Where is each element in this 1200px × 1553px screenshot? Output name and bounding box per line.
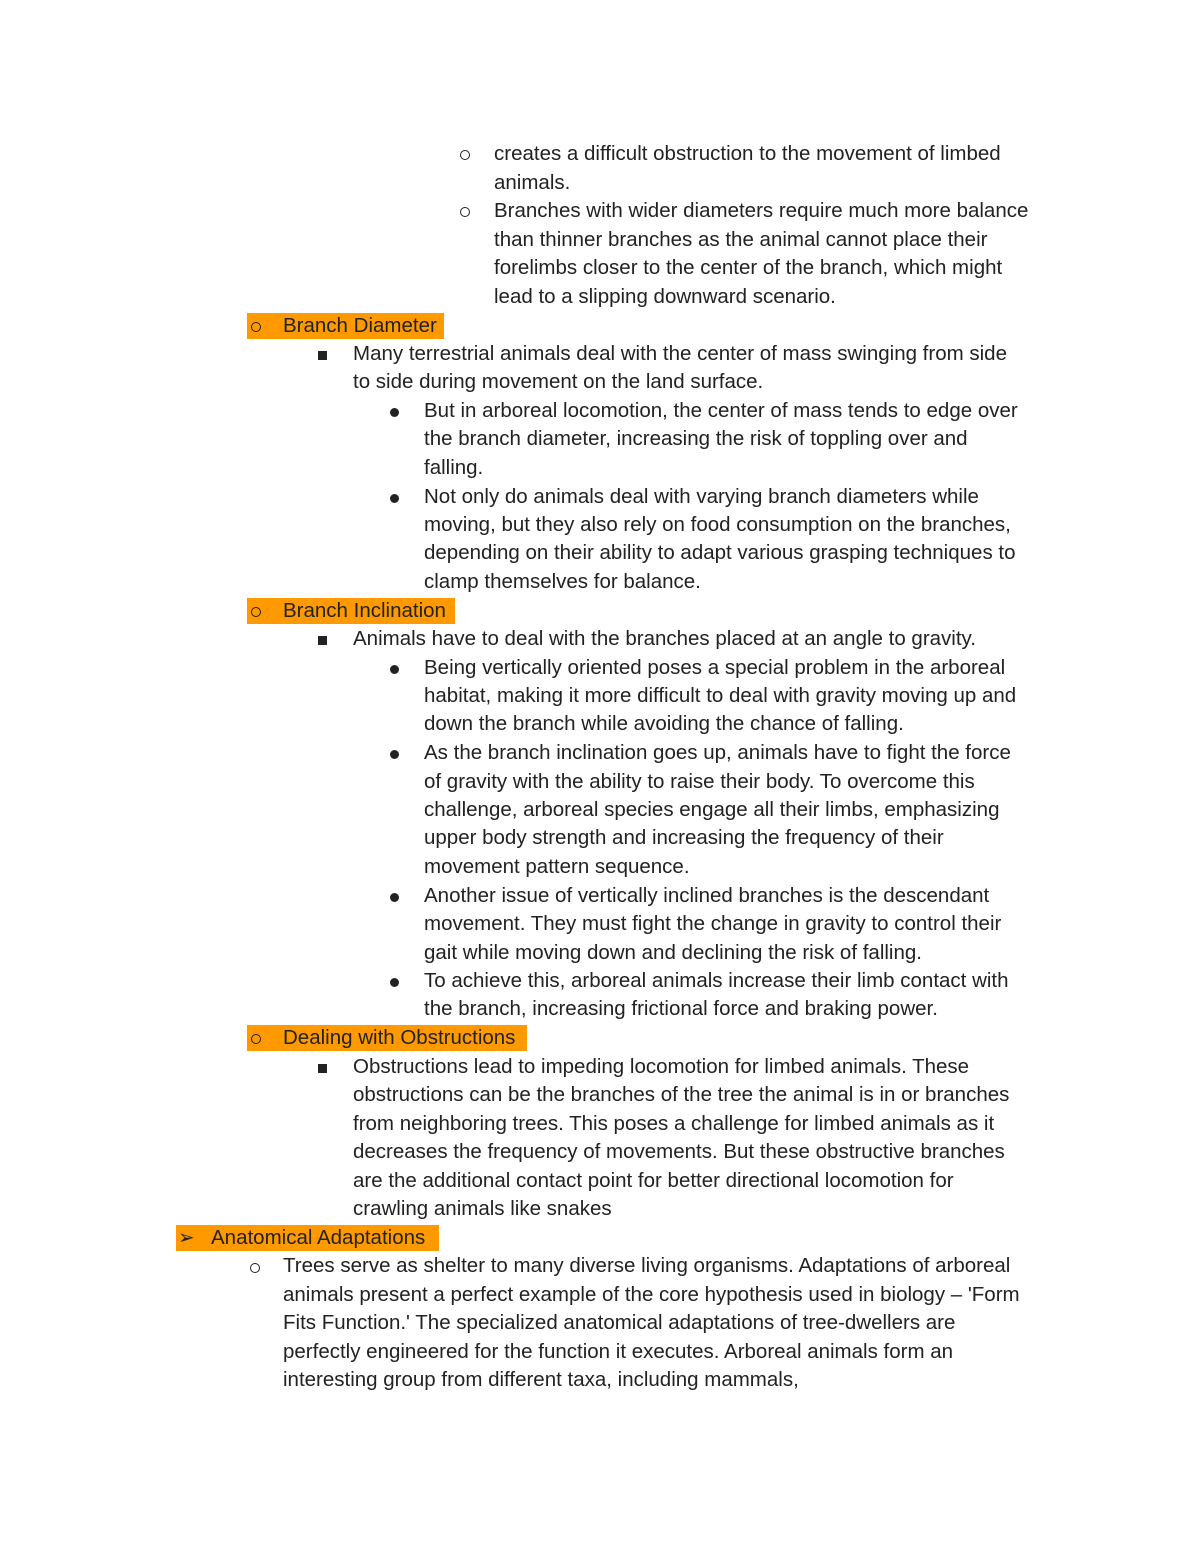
list-item-text: forelimbs closer to the center of the branch, which might (494, 256, 1003, 279)
list-item-text: decreases the frequency of movements. But these obstructive branches (353, 1140, 1005, 1163)
list-item-text: challenge, arboreal species engage all their limbs, emphasizing (424, 798, 1000, 821)
list-item-text: habitat, making it more difficult to deal with gravity moving up and (424, 684, 1017, 707)
list-item-text: But in arboreal locomotion, the center of mass tends to edge over (424, 399, 1018, 422)
list-item-text: Fits Function.' The specialized anatomical adaptations of tree-dwellers are (283, 1311, 956, 1334)
list-item-text: creates a difficult obstruction to the movement of limbed (494, 142, 1001, 165)
dot-bullet-icon (390, 750, 399, 759)
list-item-text: Another issue of vertically inclined branches is the descendant (424, 884, 990, 907)
section-heading-branch-diameter: Branch Diameter (283, 314, 437, 337)
dot-bullet-icon (390, 893, 399, 902)
list-item-text: moving, but they also rely on food consumption on the branches, (424, 513, 1011, 536)
list-item-text: As the branch inclination goes up, animals have to fight the force (424, 741, 1011, 764)
section-heading-branch-inclination: Branch Inclination (283, 599, 446, 622)
list-item-text: interesting group from different taxa, including mammals, (283, 1368, 799, 1391)
dot-bullet-icon (390, 665, 399, 674)
list-item-text: Obstructions lead to impeding locomotion for limbed animals. These (353, 1055, 970, 1078)
arrowhead-bullet-icon: ➢ (178, 1227, 195, 1249)
list-item-text: from neighboring trees. This poses a challenge for limbed animals as it (353, 1112, 995, 1135)
list-item-text: Many terrestrial animals deal with the center of mass swinging from side (353, 342, 1007, 365)
list-item-text: than thinner branches as the animal cannot place their (494, 228, 988, 251)
dot-bullet-icon (390, 408, 399, 417)
list-item-text: the branch diameter, increasing the risk of toppling over and (424, 427, 968, 450)
list-item-text: to side during movement on the land surface. (353, 370, 764, 393)
circle-bullet-icon (460, 150, 470, 160)
list-item-text: movement. They must fight the change in gravity to control their (424, 912, 1002, 935)
circle-bullet-icon (251, 1034, 261, 1044)
list-item-text: lead to a slipping downward scenario. (494, 285, 836, 308)
list-item-text: crawling animals like snakes (353, 1197, 612, 1220)
list-item-text: the branch, increasing frictional force and braking power. (424, 997, 938, 1020)
square-bullet-icon (318, 351, 327, 360)
list-item-text: clamp themselves for balance. (424, 570, 701, 593)
list-item-text: animals. (494, 171, 571, 194)
section-heading-dealing-with-obstructions: Dealing with Obstructions (283, 1026, 516, 1049)
list-item-text: Trees serve as shelter to many diverse living organisms. Adaptations of arboreal (283, 1254, 1011, 1277)
dot-bullet-icon (390, 978, 399, 987)
list-item-text: gait while moving down and declining the risk of falling. (424, 941, 922, 964)
list-item-text: Not only do animals deal with varying branch diameters while (424, 485, 979, 508)
circle-bullet-icon (251, 607, 261, 617)
list-item-text: are the additional contact point for better directional locomotion for (353, 1169, 954, 1192)
list-item-text: depending on their ability to adapt various grasping techniques to (424, 541, 1016, 564)
list-item-text: of gravity with the ability to raise their body. To overcome this (424, 770, 975, 793)
list-item-text: Branches with wider diameters require much more balance (494, 199, 1029, 222)
square-bullet-icon (318, 1064, 327, 1073)
list-item-text: To achieve this, arboreal animals increase their limb contact with (424, 969, 1009, 992)
section-heading-anatomical-adaptations: Anatomical Adaptations (211, 1226, 426, 1249)
list-item-text: perfectly engineered for the function it executes. Arboreal animals form an (283, 1340, 954, 1363)
square-bullet-icon (318, 636, 327, 645)
list-item-text: obstructions can be the branches of the tree the animal is in or branches (353, 1083, 1010, 1106)
circle-bullet-icon (251, 322, 261, 332)
list-item-text: upper body strength and increasing the frequency of their (424, 826, 944, 849)
list-item-text: down the branch while avoiding the chance of falling. (424, 712, 904, 735)
list-item-text: movement pattern sequence. (424, 855, 690, 878)
list-item-text: falling. (424, 456, 484, 479)
list-item-text: Animals have to deal with the branches placed at an angle to gravity. (353, 627, 976, 650)
list-item-text: animals present a perfect example of the core hypothesis used in biology – 'Form (283, 1283, 1020, 1306)
list-item-text: Being vertically oriented poses a special problem in the arboreal (424, 656, 1006, 679)
circle-bullet-icon (460, 207, 470, 217)
circle-bullet-icon (250, 1263, 260, 1273)
dot-bullet-icon (390, 494, 399, 503)
